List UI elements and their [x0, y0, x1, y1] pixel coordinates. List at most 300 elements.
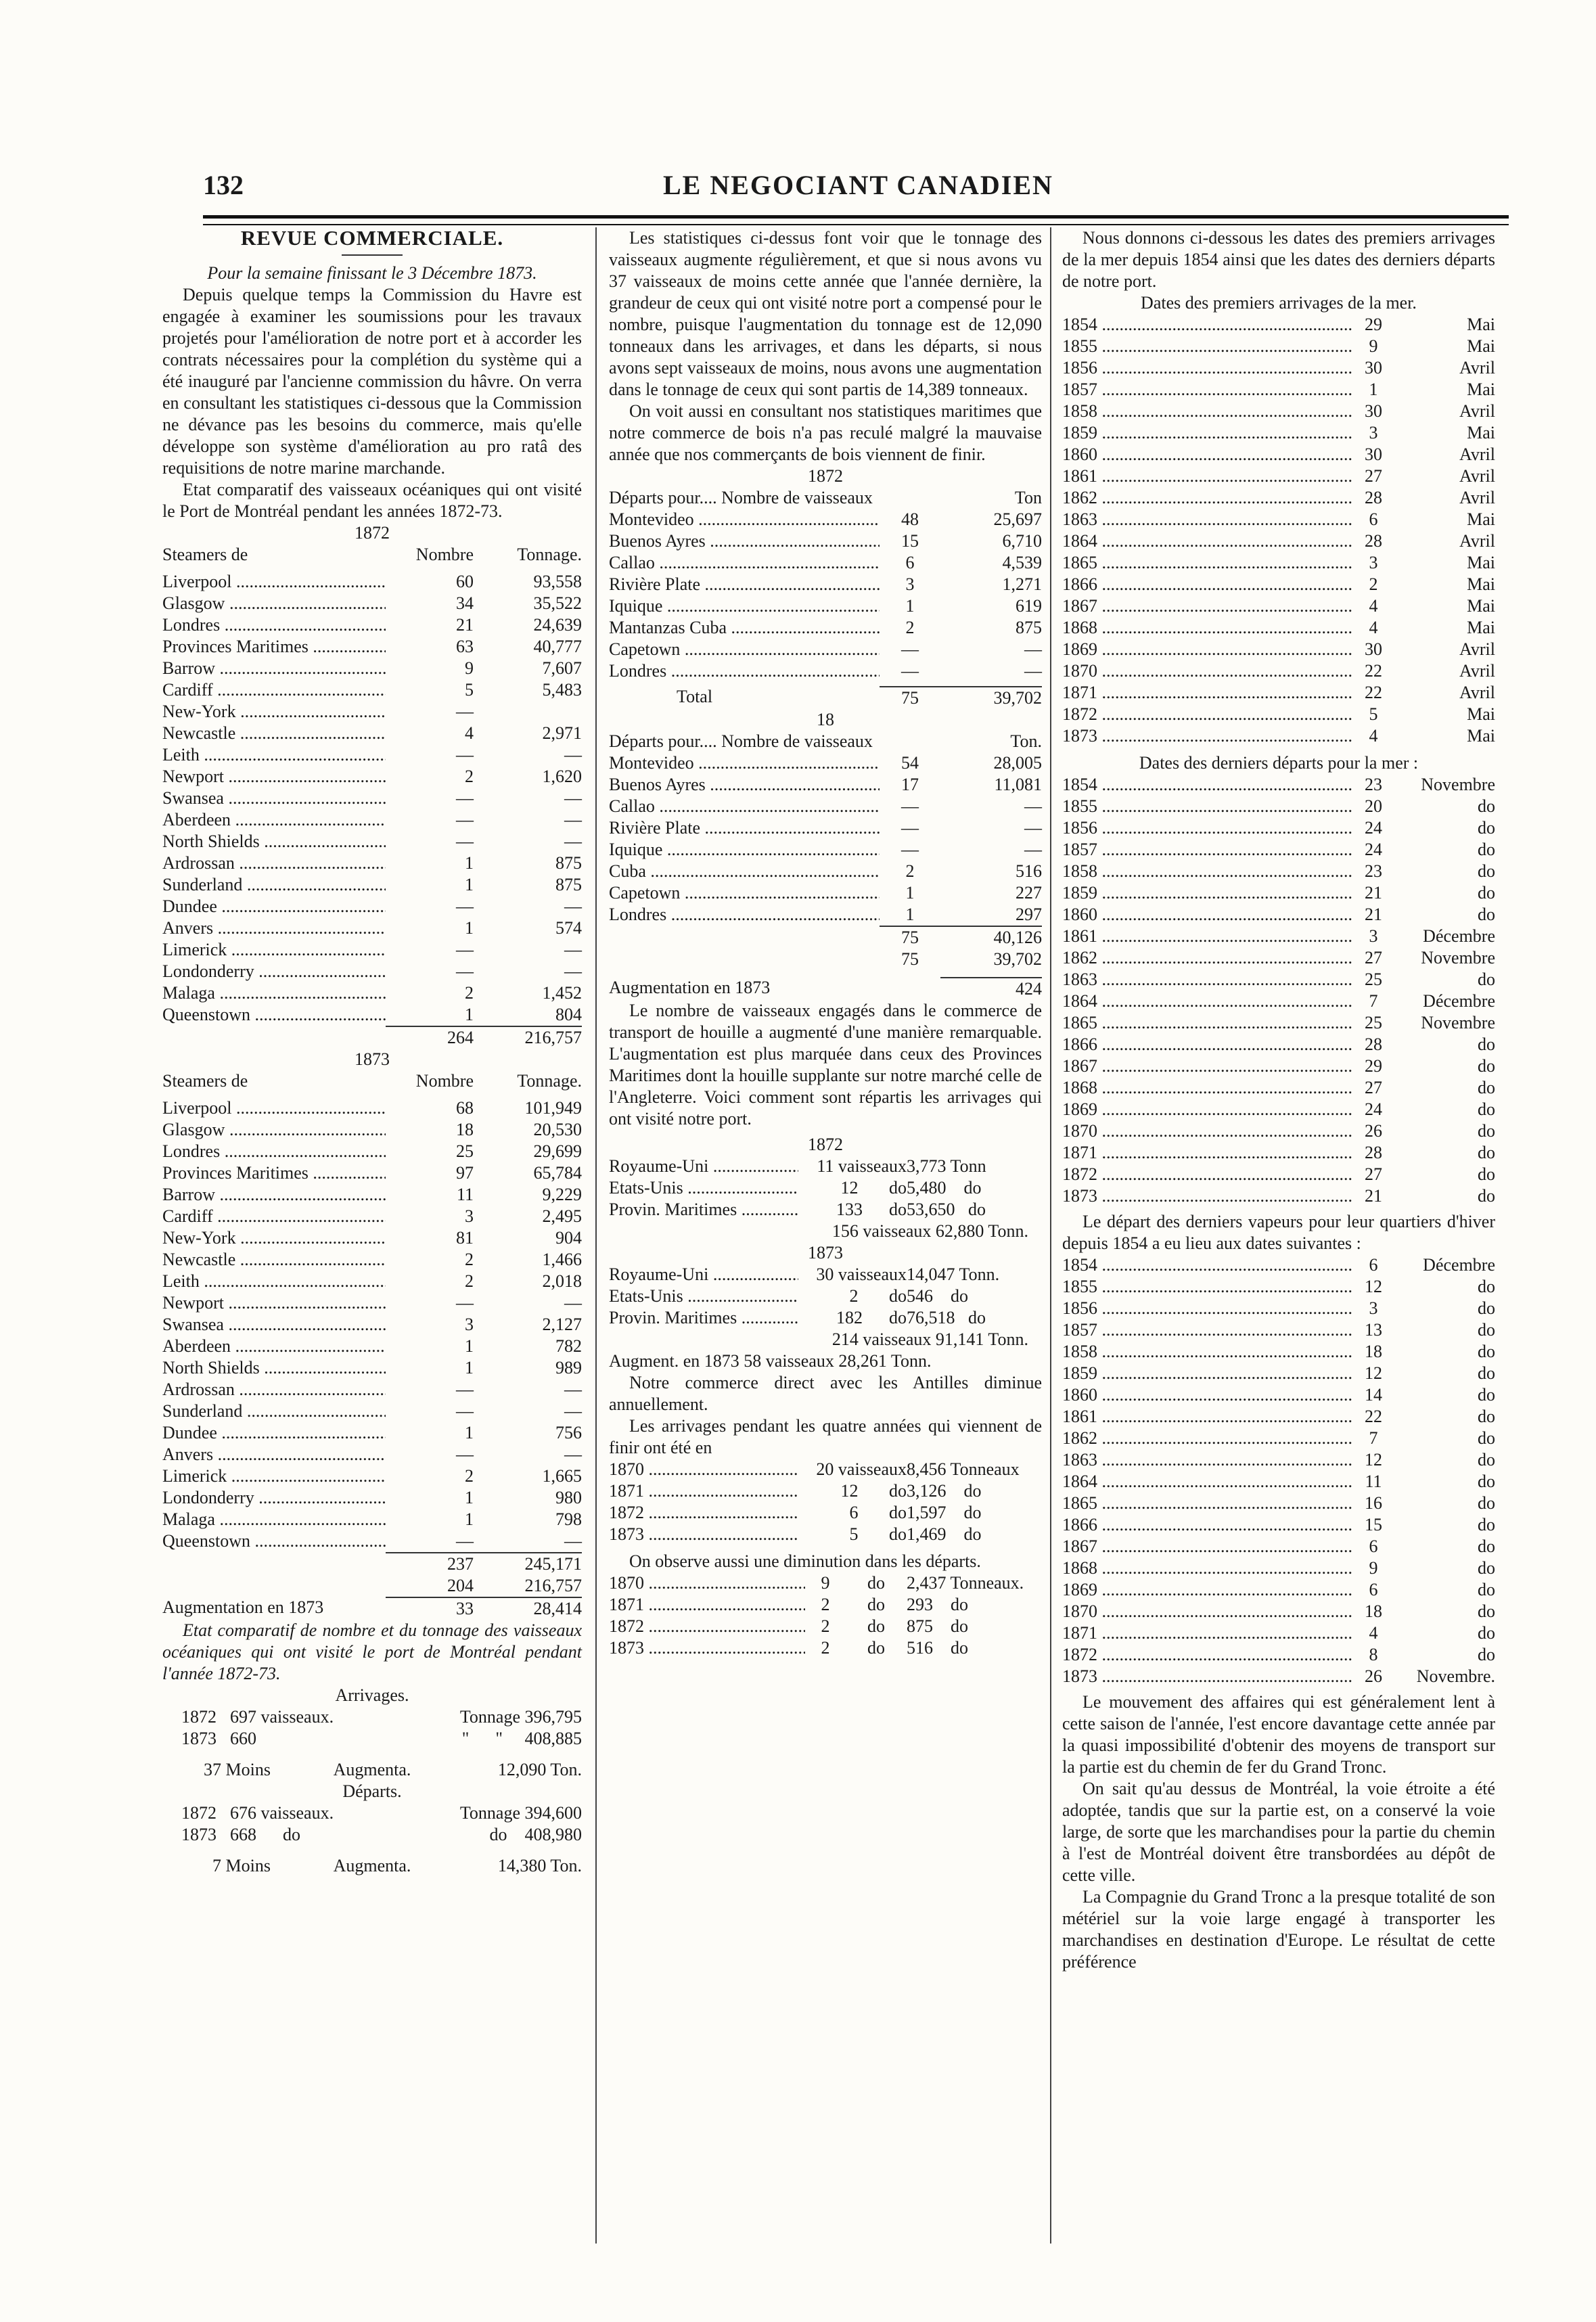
- table-row: [1062, 1142, 1495, 1164]
- table-cell: Cardiff .....: [162, 1206, 386, 1227]
- table-row: [1062, 1276, 1495, 1298]
- table-row: [1062, 1601, 1495, 1622]
- table-cell: do: [1478, 1121, 1495, 1141]
- departures-1872-table: [609, 509, 1042, 682]
- table-row: [1062, 861, 1495, 882]
- table-row: [609, 1524, 1042, 1545]
- table-row: [609, 817, 1042, 839]
- table-cell: 1872 .....: [609, 1616, 805, 1637]
- table-cell: 3,773 Tonn: [907, 1156, 986, 1176]
- table-cell: —: [456, 832, 474, 851]
- table-cell: 1871 .....: [609, 1480, 798, 1502]
- steamers-1872-table: [162, 571, 582, 1026]
- departures-1873-table: [609, 752, 1042, 926]
- table-cell: 6 do: [849, 1503, 907, 1522]
- paragraph: Notre commerce direct avec les Antilles diminue annuellement.: [609, 1373, 1042, 1414]
- table-row: [1062, 1622, 1495, 1644]
- table-row: [1062, 444, 1495, 465]
- table-row: [1062, 1557, 1495, 1579]
- table-total: 75 39,702: [901, 949, 1042, 969]
- table-cell: do: [1478, 1320, 1495, 1340]
- first-arrivals-table: [1062, 314, 1495, 747]
- table-cell: 1861 .....: [1062, 926, 1353, 947]
- table-cell: 904: [555, 1228, 582, 1248]
- table-cell: 8: [1369, 1645, 1378, 1664]
- table-cell: do: [1478, 1277, 1495, 1296]
- table-cell: —: [901, 661, 919, 681]
- table-cell: do: [1478, 1450, 1495, 1470]
- table-cell: do: [1478, 1407, 1495, 1426]
- table-row: [1062, 574, 1495, 595]
- table-row: [162, 939, 582, 961]
- table-cell: 2 do: [849, 1286, 907, 1306]
- table-cell: Mai: [1467, 618, 1495, 637]
- table-cell: 1867 .....: [1062, 1536, 1353, 1557]
- table-cell: do: [1478, 1536, 1495, 1556]
- table-cell: do: [1478, 905, 1495, 924]
- table-cell: do: [1478, 818, 1495, 838]
- table-cell: Mai: [1467, 596, 1495, 616]
- table-cell: Newport .....: [162, 1292, 386, 1314]
- paragraph: On observe aussi une diminution dans les départs.: [629, 1551, 981, 1571]
- section-title: REVUE COMMERCIALE.: [240, 226, 504, 250]
- table-cell: 1858 .....: [1062, 1341, 1353, 1363]
- table-cell: do: [867, 1616, 885, 1636]
- table-cell: 12: [1365, 1363, 1382, 1383]
- table-row: [162, 1487, 582, 1509]
- table-cell: 27: [1365, 1078, 1382, 1097]
- table-cell: Mai: [1467, 315, 1495, 334]
- table-row: [1062, 357, 1495, 379]
- table-row: [1062, 401, 1495, 422]
- table-cell: 15: [901, 531, 919, 551]
- table-cell: 6: [1369, 509, 1378, 529]
- table-cell: do: [1478, 1342, 1495, 1361]
- table-cell: 5 do: [849, 1524, 907, 1544]
- table-cell: 6: [905, 553, 915, 572]
- table-cell: 27: [1365, 948, 1382, 968]
- table-cell: Limerick .....: [162, 939, 386, 961]
- table-cell: Provinces Maritimes .....: [162, 1162, 386, 1184]
- table-cell: 1868 .....: [1062, 1557, 1353, 1579]
- table-row: [609, 839, 1042, 861]
- table-cell: 1868 .....: [1062, 617, 1353, 639]
- table-cell: 28,005: [993, 753, 1042, 773]
- table-cell: 28: [1365, 488, 1382, 507]
- table-cell: 2: [821, 1616, 830, 1636]
- table-cell: 30: [1365, 639, 1382, 659]
- table-cell: 9: [465, 658, 474, 678]
- table-cell: 1860 .....: [1062, 1384, 1353, 1406]
- table-cell: 1867 .....: [1062, 595, 1353, 617]
- table-row: [609, 1264, 1042, 1285]
- table-cell: 1860 .....: [1062, 904, 1353, 926]
- paragraph: La Compagnie du Grand Tronc a la presque totalité de son métériel sur la voie large engagé à transporter les marchandises en destination d'Europe. Le résultat de cette préférence: [1062, 1887, 1495, 1972]
- page-number: 132: [203, 170, 244, 200]
- table-total: 264 216,757: [162, 1026, 582, 1049]
- table-cell: 22: [1365, 683, 1382, 702]
- table-cell: —: [564, 961, 582, 981]
- table-cell: 81: [456, 1228, 474, 1248]
- table-row: [609, 774, 1042, 796]
- table-cell: 875 do: [907, 1616, 968, 1636]
- table-cell: Londonderry .....: [162, 1487, 386, 1509]
- table-cell: 20,530: [533, 1120, 582, 1139]
- table-row: [609, 660, 1042, 682]
- table-cell: 9: [821, 1573, 830, 1593]
- table-cell: 1,466: [542, 1250, 582, 1269]
- table-cell: Mai: [1467, 336, 1495, 356]
- table-cell: 1871 .....: [609, 1594, 805, 1616]
- table-row: [1062, 1471, 1495, 1493]
- table-row: [1062, 839, 1495, 861]
- table-row: [609, 1307, 1042, 1329]
- table-row: [162, 1271, 582, 1292]
- table-cell: 2: [465, 1250, 474, 1269]
- table-cell: Cuba .....: [609, 861, 880, 882]
- table-cell: do: [1478, 840, 1495, 859]
- table-cell: 516 do: [907, 1638, 968, 1658]
- table-cell: Anvers .....: [162, 1444, 386, 1465]
- table-row: [162, 809, 582, 831]
- table-cell: 1869 .....: [1062, 1099, 1353, 1120]
- table-row: [1062, 682, 1495, 704]
- table-cell: do: [1478, 883, 1495, 903]
- table-row: [1062, 336, 1495, 357]
- table-cell: Malaga .....: [162, 982, 386, 1004]
- table-cell: 65,784: [533, 1163, 582, 1183]
- table-cell: Avril: [1459, 445, 1495, 464]
- table-cell: 1869 .....: [1062, 1579, 1353, 1601]
- table-cell: 1858 .....: [1062, 861, 1353, 882]
- table-cell: 1: [465, 1005, 474, 1024]
- table-cell: 3: [1369, 553, 1378, 572]
- table-cell: Mantanzas Cuba .....: [609, 617, 880, 639]
- table-cell: Cardiff .....: [162, 679, 386, 701]
- table-cell: 13: [1365, 1320, 1382, 1340]
- table-cell: 34: [456, 593, 474, 613]
- table-cell: New-York .....: [162, 701, 386, 723]
- table-cell: Rivière Plate .....: [609, 817, 880, 839]
- table-row: [162, 1509, 582, 1530]
- table-cell: Rivière Plate .....: [609, 574, 880, 595]
- table-total: 237 245,171: [162, 1552, 582, 1575]
- table-cell: —: [564, 1380, 582, 1399]
- table-cell: 1871 .....: [1062, 1142, 1353, 1164]
- table-cell: Avril: [1459, 639, 1495, 659]
- table-row: [162, 1184, 582, 1206]
- table-cell: 1873 .....: [1062, 1666, 1353, 1687]
- table-cell: 53,650 do: [907, 1200, 986, 1219]
- journal-title: LE NEGOCIANT CANADIEN: [663, 170, 1053, 200]
- paragraph: Le départ des derniers vapeurs pour leur quartiers d'hiver depuis 1854 a eu lieu aux dates suivantes :: [1062, 1212, 1495, 1253]
- table-cell: 2: [465, 1271, 474, 1291]
- table-cell: 293 do: [907, 1595, 968, 1614]
- table-cell: 1857 .....: [1062, 1319, 1353, 1341]
- table-row: [1062, 926, 1495, 947]
- table-cell: Newport .....: [162, 766, 386, 788]
- last-steamers-table: [1062, 1254, 1495, 1687]
- header-rule: [203, 215, 1509, 225]
- table-cell: 25,697: [993, 509, 1042, 529]
- table-cell: 1: [905, 905, 915, 924]
- table-cell: 875: [1016, 618, 1042, 637]
- table-cell: 18: [456, 1120, 474, 1139]
- table-cell: 3: [1369, 1298, 1378, 1318]
- table-row: [1062, 1298, 1495, 1319]
- table-cell: 1,271: [1002, 574, 1042, 594]
- table-cell: 17: [901, 775, 919, 794]
- table-row: [1062, 1428, 1495, 1449]
- table-cell: 11: [456, 1185, 474, 1204]
- table-cell: —: [456, 1401, 474, 1421]
- table-cell: 2: [465, 767, 474, 786]
- table-cell: —: [901, 639, 919, 659]
- table-cell: 97: [456, 1163, 474, 1183]
- table-cell: 989: [555, 1358, 582, 1378]
- table-row: [162, 1401, 582, 1422]
- table-cell: do: [1478, 1186, 1495, 1206]
- table-row: [162, 1206, 582, 1227]
- table-cell: Barrow .....: [162, 1184, 386, 1206]
- table-cell: Novembre: [1421, 775, 1495, 794]
- table-cell: 1865 .....: [1062, 1012, 1353, 1034]
- difference-row: 7 Moins Augmenta. 14,380 Ton.: [212, 1856, 582, 1875]
- table-row: [609, 574, 1042, 595]
- table-cell: 4: [465, 723, 474, 743]
- table-cell: 28: [1365, 1143, 1382, 1162]
- table-row: [609, 752, 1042, 774]
- table-cell: —: [564, 832, 582, 851]
- table-cell: 54: [901, 753, 919, 773]
- table-cell: 1854 .....: [1062, 1254, 1353, 1276]
- table-row: [1062, 617, 1495, 639]
- table-cell: Capetown .....: [609, 882, 880, 904]
- table-cell: 1868 .....: [1062, 1077, 1353, 1099]
- table-cell: 1: [1369, 380, 1378, 399]
- paragraph: On sait qu'au dessus de Montréal, la voie étroite a été adoptée, tandis que sur la partie est, on a conservé la voie large, de sorte que les marchandises pour la partie du chemin à l'est de Montréal doivent être transbordées au dépôt de cette ville.: [1062, 1779, 1495, 1885]
- coal-1873-table: [609, 1264, 1042, 1329]
- table-cell: 1,597 do: [907, 1503, 982, 1522]
- table-cell: 1: [465, 853, 474, 873]
- table-row: [162, 723, 582, 744]
- table-cell: Avril: [1459, 488, 1495, 507]
- table-row: [1062, 1164, 1495, 1185]
- table-row: [1062, 422, 1495, 444]
- table-cell: —: [456, 702, 474, 721]
- coal-1872-table: [609, 1156, 1042, 1221]
- table-header: Steamers de Nombre Tonnage.: [162, 545, 582, 564]
- table-cell: 11,081: [994, 775, 1042, 794]
- table-cell: 76,518 do: [907, 1308, 986, 1327]
- table-cell: Dundee .....: [162, 896, 386, 917]
- table-cell: Buenos Ayres .....: [609, 530, 880, 552]
- table-cell: 24: [1365, 1099, 1382, 1119]
- table-cell: 9: [1369, 336, 1378, 356]
- table-cell: Ardrossan .....: [162, 852, 386, 874]
- table-row: [609, 617, 1042, 639]
- table-cell: 25: [1365, 970, 1382, 989]
- table-cell: —: [564, 1531, 582, 1551]
- table-cell: 875: [555, 875, 582, 894]
- table-cell: —: [564, 788, 582, 808]
- table-cell: —: [1024, 818, 1042, 838]
- table-cell: 1: [465, 875, 474, 894]
- table-cell: —: [901, 818, 919, 838]
- table-cell: do: [1478, 1385, 1495, 1405]
- table-cell: do: [1478, 1164, 1495, 1184]
- table-row: [1062, 704, 1495, 725]
- table-cell: 29: [1365, 315, 1382, 334]
- table-cell: 804: [555, 1005, 582, 1024]
- table-row: [609, 530, 1042, 552]
- table-cell: 18: [1365, 1342, 1382, 1361]
- table-row: [1062, 882, 1495, 904]
- table-cell: 21: [1365, 905, 1382, 924]
- table-cell: 25: [1365, 1013, 1382, 1032]
- table-row: 1872 676 vaisseaux. Tonnage 394,600: [181, 1803, 582, 1823]
- table-cell: Novembre: [1421, 948, 1495, 968]
- table-cell: —: [564, 940, 582, 959]
- table-cell: 18: [1365, 1601, 1382, 1621]
- table-cell: 12 do: [840, 1178, 907, 1198]
- table-row: [162, 1292, 582, 1314]
- table-row: [162, 961, 582, 982]
- table-row: [1062, 1536, 1495, 1557]
- table-cell: Aberdeen .....: [162, 809, 386, 831]
- table-cell: 1865 .....: [1062, 552, 1353, 574]
- table-cell: 1863 .....: [1062, 969, 1353, 991]
- table-row: [1062, 1493, 1495, 1514]
- table-row: [162, 1444, 582, 1465]
- table-row: [162, 614, 582, 636]
- table-row: [162, 701, 582, 723]
- table-cell: 980: [555, 1488, 582, 1507]
- table-cell: do: [1478, 1099, 1495, 1119]
- table-cell: 1,620: [542, 767, 582, 786]
- table-row: [1062, 1341, 1495, 1363]
- table-cell: 4,539: [1002, 553, 1042, 572]
- table-cell: 24: [1365, 840, 1382, 859]
- table-cell: 23: [1365, 775, 1382, 794]
- table-row: [609, 1480, 1042, 1502]
- paragraph: Etat comparatif de nombre et du tonnage des vaisseaux océaniques qui ont visité le port de Montréal pendant l'année 1872-73.: [162, 1620, 582, 1683]
- table-cell: Glasgow .....: [162, 593, 386, 614]
- table-cell: Ardrossan .....: [162, 1379, 386, 1401]
- table-row: [609, 1199, 1042, 1221]
- table-cell: 516: [1016, 861, 1042, 881]
- column-divider: [595, 227, 597, 2244]
- table-cell: do: [1478, 1034, 1495, 1054]
- table-cell: —: [456, 961, 474, 981]
- table-cell: do: [1478, 1558, 1495, 1578]
- table-cell: North Shields .....: [162, 1357, 386, 1379]
- table-row: [162, 1097, 582, 1119]
- table-cell: Buenos Ayres .....: [609, 774, 880, 796]
- table-row: [609, 639, 1042, 660]
- table-cell: Sunderland .....: [162, 874, 386, 896]
- table-cell: Provin. Maritimes .....: [609, 1307, 798, 1329]
- column-1: [162, 227, 582, 1877]
- table-cell: Glasgow .....: [162, 1119, 386, 1141]
- table-cell: 1871 .....: [1062, 682, 1353, 704]
- table-cell: 782: [555, 1336, 582, 1356]
- table-cell: Aberdeen .....: [162, 1336, 386, 1357]
- table-cell: —: [456, 1444, 474, 1464]
- table-cell: 1873 .....: [1062, 725, 1353, 747]
- subsection-title: Départs.: [342, 1781, 402, 1801]
- table-row: [1062, 1254, 1495, 1276]
- table-cell: 28: [1365, 531, 1382, 551]
- table-cell: 1855 .....: [1062, 336, 1353, 357]
- table-row: [1062, 817, 1495, 839]
- table-row: [162, 658, 582, 679]
- table-cell: 23: [1365, 861, 1382, 881]
- table-cell: 30: [1365, 445, 1382, 464]
- table-cell: 1864 .....: [1062, 530, 1353, 552]
- table-row: [1062, 1514, 1495, 1536]
- table-cell: Liverpool .....: [162, 571, 386, 593]
- table-cell: 1,469 do: [907, 1524, 982, 1544]
- table-cell: do: [1478, 970, 1495, 989]
- table-cell: 1862 .....: [1062, 1428, 1353, 1449]
- table-cell: 35,522: [533, 593, 582, 613]
- table-cell: 297: [1016, 905, 1042, 924]
- last-departures-table: [1062, 774, 1495, 1207]
- table-cell: 1: [465, 1423, 474, 1442]
- table-cell: Mai: [1467, 574, 1495, 594]
- table-row: [609, 1572, 1042, 1594]
- table-row: [162, 1162, 582, 1184]
- table-cell: do: [867, 1638, 885, 1658]
- table-cell: 1867 .....: [1062, 1055, 1353, 1077]
- table-cell: 48: [901, 509, 919, 529]
- table-cell: 7: [1369, 991, 1378, 1011]
- table-row: [609, 904, 1042, 926]
- column-2: [609, 227, 1042, 1659]
- table-total: 214 vaisseaux 91,141 Tonn.: [831, 1329, 1028, 1349]
- table-cell: do: [1478, 1298, 1495, 1318]
- table-cell: Avril: [1459, 466, 1495, 486]
- table-cell: 7: [1369, 1428, 1378, 1448]
- table-cell: do: [1478, 1143, 1495, 1162]
- table-row: [162, 1422, 582, 1444]
- table-row: [162, 593, 582, 614]
- table-cell: Callao .....: [609, 552, 880, 574]
- table-row: [162, 852, 582, 874]
- antilles-departures-table: [609, 1572, 1042, 1659]
- table-cell: do: [1478, 796, 1495, 816]
- table-cell: 6: [1369, 1255, 1378, 1275]
- table-cell: 2,495: [542, 1206, 582, 1226]
- table-cell: Mai: [1467, 704, 1495, 724]
- table-cell: Leith .....: [162, 744, 386, 766]
- table-cell: 6,710: [1002, 531, 1042, 551]
- table-cell: Provin. Maritimes .....: [609, 1199, 798, 1221]
- table-cell: Iquique .....: [609, 839, 880, 861]
- augmentation-row: Augmentation en 1873 424: [609, 978, 1042, 999]
- table-row: [162, 1249, 582, 1271]
- table-cell: 1866 .....: [1062, 574, 1353, 595]
- separator: [342, 254, 403, 256]
- table-cell: Novembre.: [1416, 1666, 1495, 1686]
- table-cell: Avril: [1459, 358, 1495, 378]
- table-cell: —: [564, 745, 582, 765]
- table-year: 1872: [808, 1135, 843, 1154]
- table-cell: do: [1478, 1056, 1495, 1076]
- table-row: [1062, 509, 1495, 530]
- table-cell: 24,639: [533, 615, 582, 635]
